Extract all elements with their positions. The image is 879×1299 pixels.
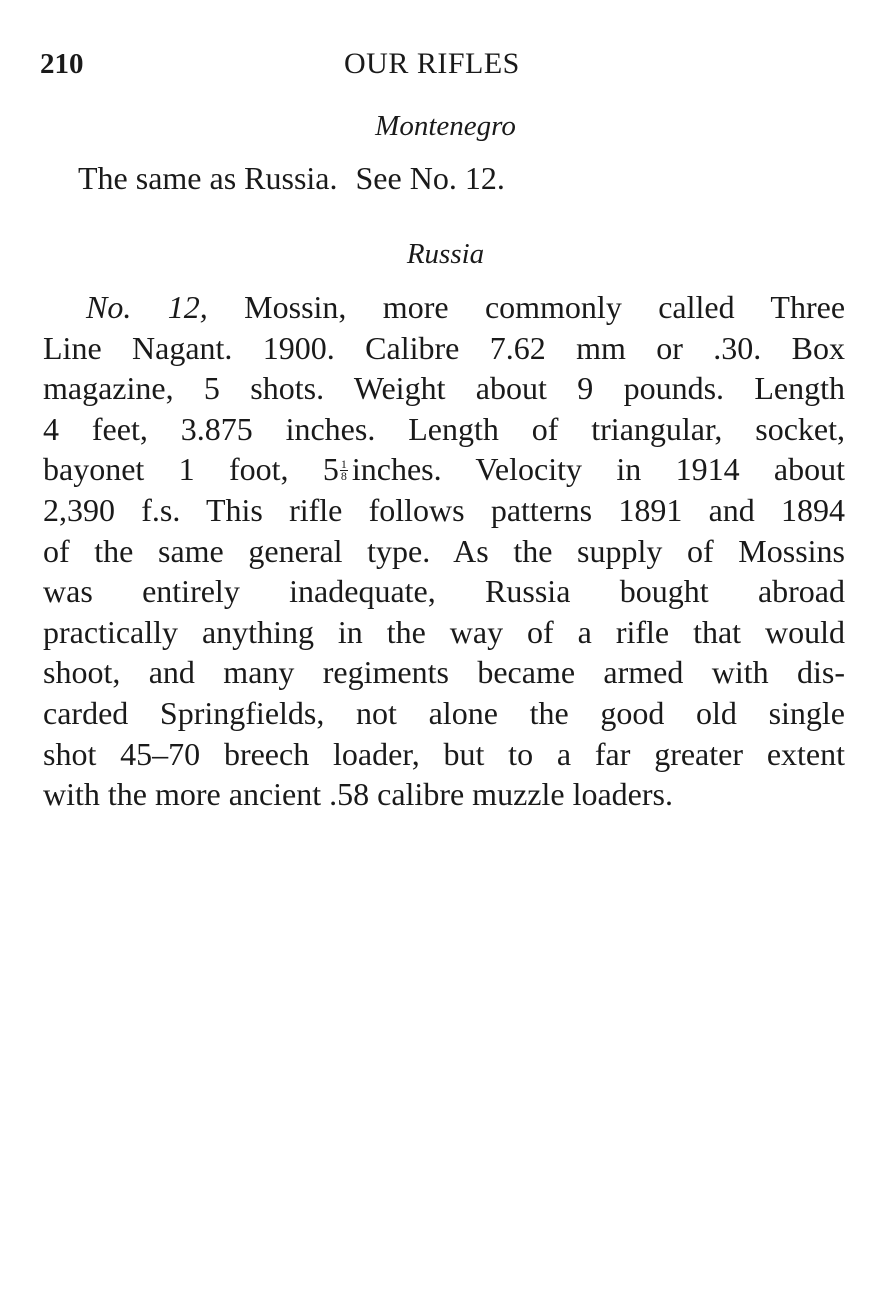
rifle-number: No. 12, bbox=[86, 289, 208, 325]
paragraph-line: Line Nagant. 1900. Calibre 7.62 mm or .30. Box bbox=[43, 329, 845, 366]
russia-paragraph bbox=[43, 287, 845, 815]
section-heading-russia: Russia bbox=[406, 238, 485, 270]
line-text: inches. Velocity in 1914 about bbox=[351, 451, 846, 488]
paragraph-line: carded Springfields, not alone the good old single bbox=[43, 694, 845, 731]
montenegro-text-a: The same as Russia. bbox=[78, 160, 338, 196]
paragraph-line: magazine, 5 shots. Weight about 9 pounds. Length bbox=[43, 370, 845, 407]
paragraph-line: 4 feet, 3.875 inches. Length of triangular, socket, bbox=[43, 410, 845, 447]
fraction-denominator: 8 bbox=[340, 468, 347, 483]
paragraph-line: of the same general type. As the supply of Mossins bbox=[43, 532, 845, 569]
paragraph-line: was entirely inadequate, Russia bought abroad bbox=[43, 573, 845, 610]
paragraph-line: 2,390 f.s. This rifle follows patterns 1891 and 1894 bbox=[43, 491, 845, 528]
paragraph-line bbox=[43, 449, 845, 490]
paragraph-line: with the more ancient .58 calibre muzzle loaders. bbox=[43, 776, 673, 813]
page-number: 210 bbox=[40, 48, 84, 80]
paragraph-line bbox=[43, 287, 845, 328]
fraction bbox=[340, 456, 348, 483]
montenegro-text-b: See No. 12. bbox=[355, 160, 505, 196]
paragraph-line: practically anything in the way of a rifle that would bbox=[43, 613, 845, 650]
paragraph-line: shot 45–70 breech loader, but to a far greater extent bbox=[43, 735, 845, 772]
fraction-numerator: 1 bbox=[340, 456, 347, 471]
montenegro-paragraph bbox=[78, 160, 505, 196]
paragraph-line: shoot, and many regiments became armed with dis- bbox=[43, 654, 845, 691]
running-title: OUR RIFLES bbox=[344, 47, 520, 80]
line-text: Mossin, more commonly called Three bbox=[244, 289, 846, 325]
section-heading-montenegro: Montenegro bbox=[375, 110, 516, 142]
line-text: bayonet 1 foot, 5 bbox=[43, 451, 339, 488]
